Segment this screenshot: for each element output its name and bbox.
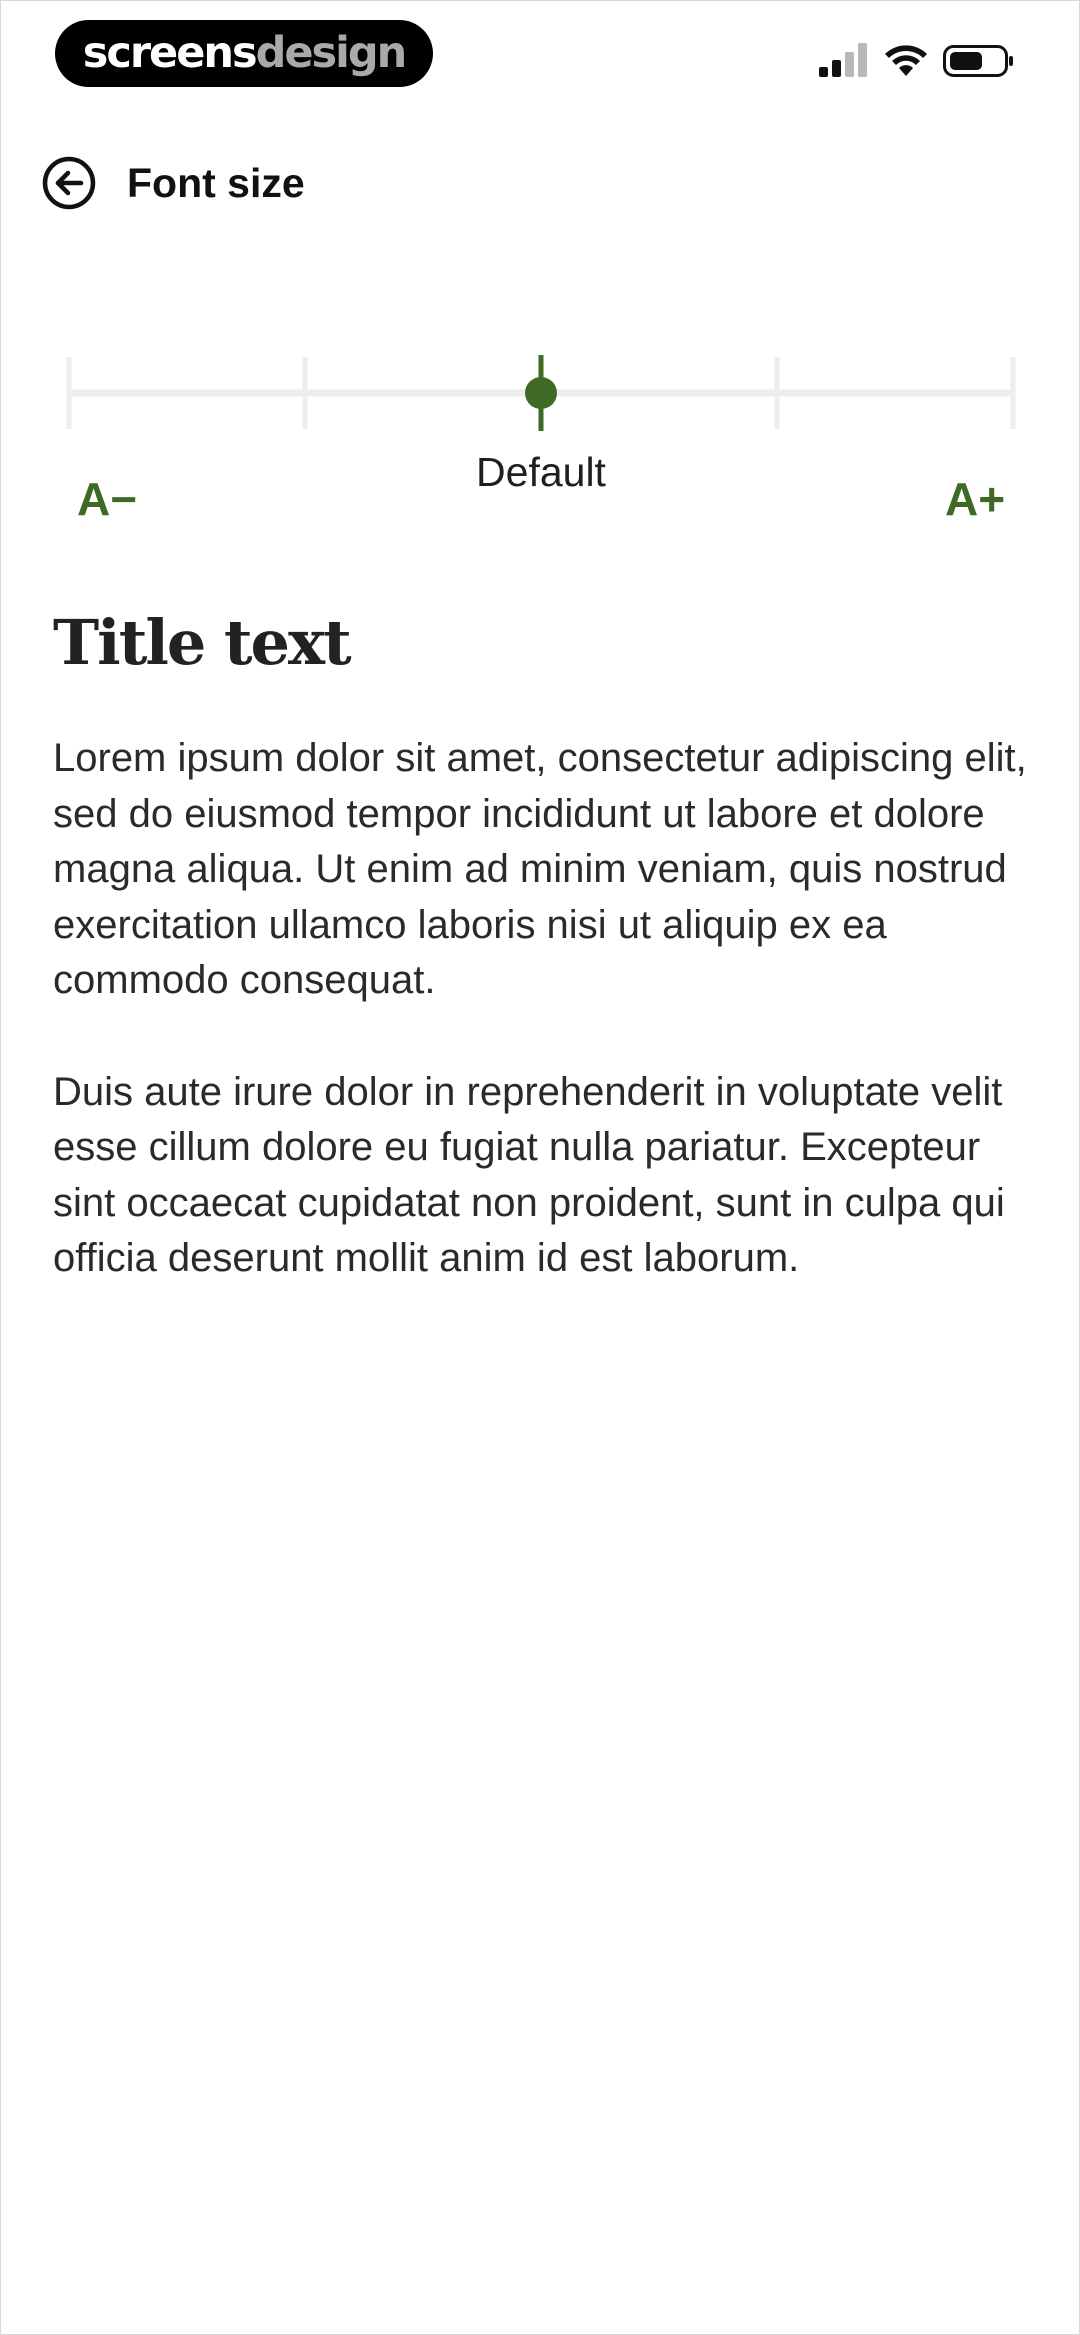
back-button[interactable] [41, 155, 97, 211]
preview-paragraph-2: Duis aute irure dolor in reprehenderit in voluptate velit esse cillum dolore eu fugiat nulla pariatur. Excepteur sint occaecat cupidatat non proident, sunt in culpa qui officia deserunt mollit anim id est laborum. [53, 1069, 1005, 1280]
brand-logo-part1: screens [82, 28, 256, 78]
page-title: Font size [127, 160, 305, 206]
brand-logo [55, 20, 433, 87]
decrease-font-button[interactable]: A− [77, 473, 138, 525]
preview-title: Title text [53, 606, 350, 679]
font-size-slider[interactable] [65, 351, 1017, 435]
increase-font-button[interactable]: A+ [945, 473, 1006, 525]
battery-icon [943, 43, 1015, 79]
cellular-signal-icon [819, 43, 871, 79]
preview-paragraph-1: Lorem ipsum dolor sit amet, consectetur adipiscing elit, sed do eiusmod tempor incididunt ut labore et dolore magna aliqua. Ut enim ad minim veniam, quis nostrud exercitation ullamco laboris nisi ut aliquip ex ea commodo consequat. [53, 736, 1027, 1002]
wifi-icon [885, 43, 927, 79]
preview-body [53, 731, 1053, 1343]
brand-logo-part2: design [255, 28, 406, 78]
arrow-left-circle-icon [41, 155, 97, 211]
slider-current-label: Default [476, 449, 606, 495]
slider-thumb[interactable] [525, 377, 557, 409]
status-icons [819, 43, 1019, 79]
